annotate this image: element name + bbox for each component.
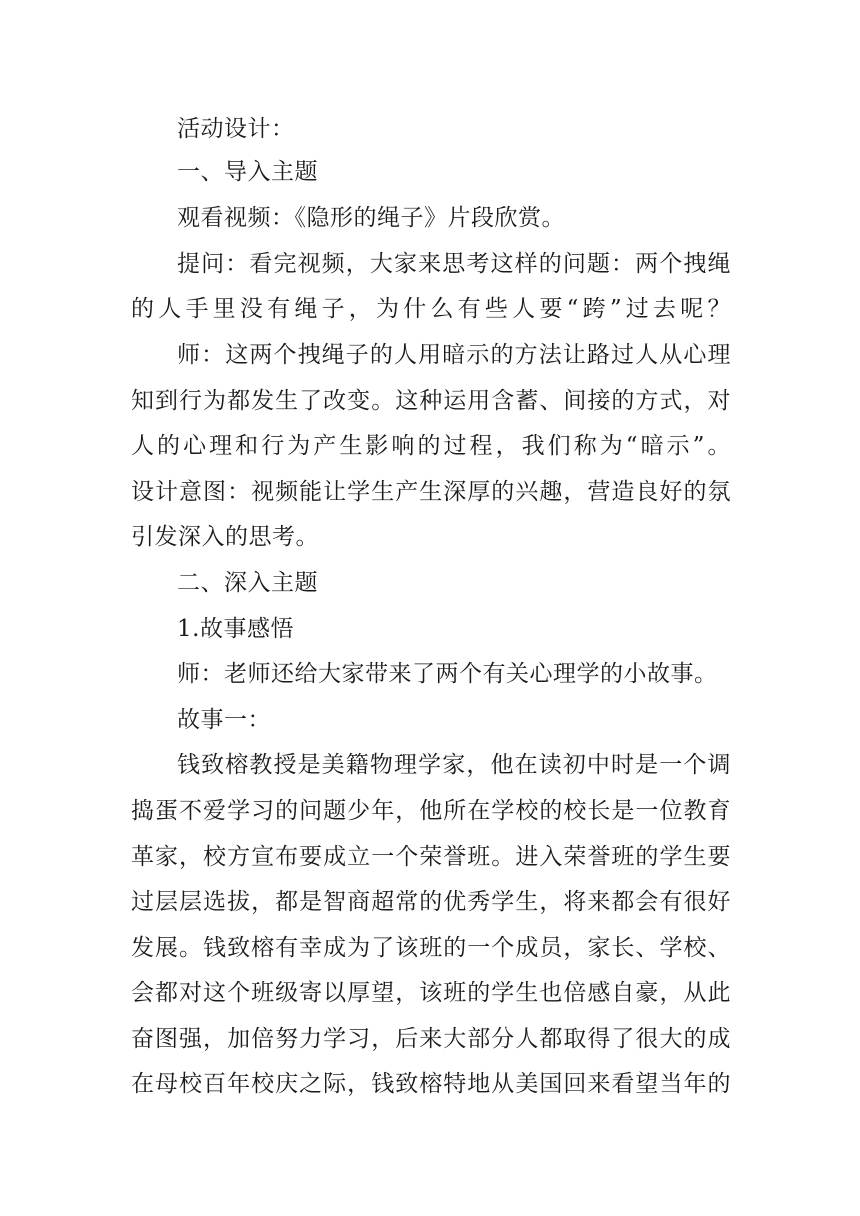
question-line-2: 的人手里没有绳子，为什么有些人要“跨”过去呢？ xyxy=(131,296,731,322)
story-line-8: 在母校百年校庆之际，钱致榕特地从美国回来看望当年的 xyxy=(131,1071,731,1097)
activity-design-heading: 活动设计： xyxy=(177,116,295,142)
story-line-1: 钱致榕教授是美籍物理学家，他在读初中时是一个调 xyxy=(177,752,731,778)
story-line-3: 革家，校方宣布要成立一个荣誉班。进入荣誉班的学生要 xyxy=(131,844,731,870)
teacher-line-1: 师：这两个拽绳子的人用暗示的方法让路过人从心理 xyxy=(177,342,731,368)
teacher-line-2: 知到行为都发生了改变。这种运用含蓄、间接的方式，对 xyxy=(131,388,731,414)
story-line-2: 捣蛋不爱学习的问题少年，他所在学校的校长是一位教育 xyxy=(131,798,731,824)
story-line-5: 发展。钱致榕有幸成为了该班的一个成员，家长、学校、 xyxy=(131,935,731,961)
story-line-6: 会都对这个班级寄以厚望，该班的学生也倍感自豪，从此 xyxy=(131,980,731,1006)
section-one-heading: 一、导入主题 xyxy=(177,159,318,185)
teacher-line-3: 人的心理和行为产生影响的过程，我们称为“暗示”。 xyxy=(131,433,731,459)
story-one-heading: 故事一： xyxy=(177,707,271,733)
teacher-story-intro: 师：老师还给大家带来了两个有关心理学的小故事。 xyxy=(177,661,718,687)
story-insight-heading: 1.故事感悟 xyxy=(177,616,294,642)
design-intent-line-2: 引发深入的思考。 xyxy=(131,524,319,550)
story-line-4: 过层层选拔，都是智商超常的优秀学生，将来都会有很好 xyxy=(131,889,731,915)
section-two-heading: 二、深入主题 xyxy=(177,570,318,596)
story-line-7: 奋图强，加倍努力学习，后来大部分人都取得了很大的成 xyxy=(131,1026,731,1052)
video-line: 观看视频：《隐形的绳子》片段欣赏。 xyxy=(177,205,565,231)
question-line-1: 提问：看完视频，大家来思考这样的问题：两个拽绳 xyxy=(177,251,731,277)
design-intent-line-1: 设计意图：视频能让学生产生深厚的兴趣，营造良好的氛 xyxy=(131,479,731,505)
